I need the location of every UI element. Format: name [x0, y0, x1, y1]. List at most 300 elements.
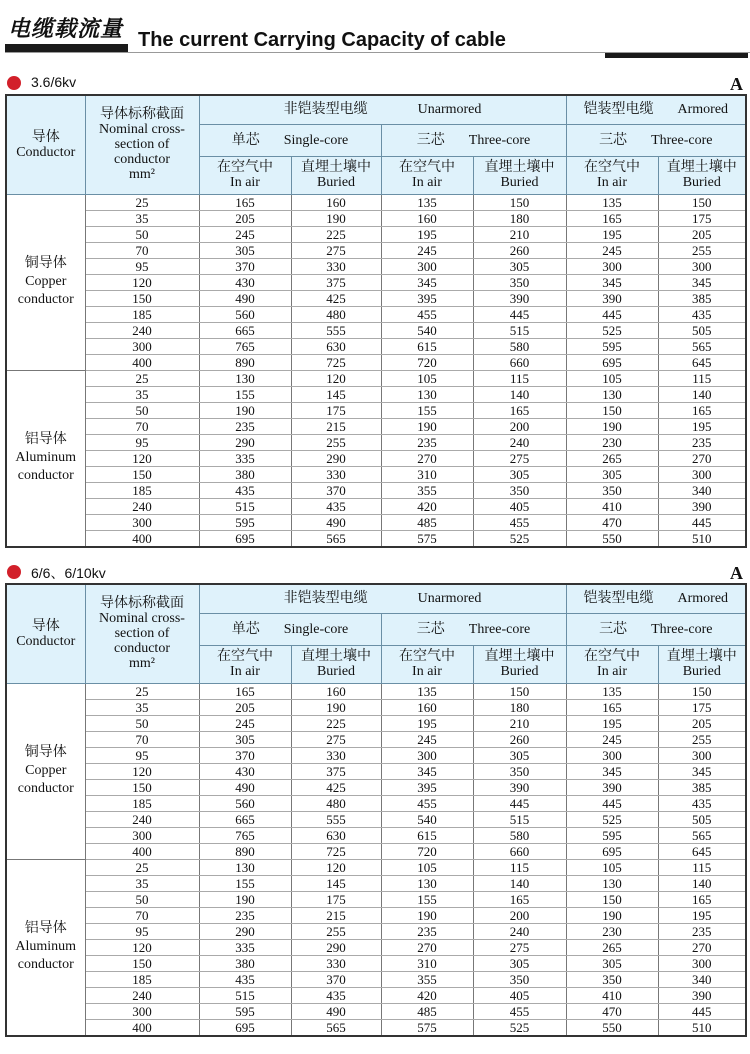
- value-cell: 195: [658, 418, 746, 434]
- cn: 非铠装型电缆: [283, 591, 368, 607]
- value-cell: 390: [658, 498, 746, 514]
- en: In air: [230, 664, 260, 679]
- value-cell: 490: [291, 1003, 381, 1019]
- value-cell: 140: [473, 875, 566, 891]
- size-cell: 25: [85, 859, 199, 875]
- value-cell: 390: [566, 290, 658, 306]
- buried-header: [658, 156, 746, 194]
- value-cell: 195: [566, 226, 658, 242]
- value-cell: 115: [658, 859, 746, 875]
- table-row: [6, 859, 746, 875]
- size-cell: 95: [85, 923, 199, 939]
- table-row: [6, 987, 746, 1003]
- value-cell: 350: [566, 971, 658, 987]
- value-cell: 300: [658, 955, 746, 971]
- cn: 铠装型电缆: [583, 102, 654, 118]
- value-cell: 190: [381, 418, 473, 434]
- en: In air: [597, 175, 627, 190]
- value-cell: 300: [566, 747, 658, 763]
- size-cell: 240: [85, 322, 199, 338]
- group-cn: 铝导体: [24, 432, 67, 447]
- value-cell: 290: [291, 450, 381, 466]
- value-cell: 200: [473, 418, 566, 434]
- table-row: [6, 779, 746, 795]
- table-row: [6, 843, 746, 859]
- value-cell: 575: [381, 530, 473, 547]
- value-cell: 340: [658, 482, 746, 498]
- size-cell: 300: [85, 827, 199, 843]
- value-cell: 115: [473, 859, 566, 875]
- table-row: [6, 939, 746, 955]
- value-cell: 510: [658, 1019, 746, 1036]
- buried-header: [291, 645, 381, 683]
- decorative-bar: [5, 44, 128, 52]
- table-row: [6, 1019, 746, 1036]
- in-air-header: [566, 645, 658, 683]
- value-cell: 525: [473, 1019, 566, 1036]
- table-row: [6, 763, 746, 779]
- value-cell: 390: [658, 987, 746, 1003]
- table-row: [6, 290, 746, 306]
- table-row: [6, 450, 746, 466]
- value-cell: 550: [566, 530, 658, 547]
- en: Single-core: [283, 132, 349, 148]
- value-cell: 245: [566, 731, 658, 747]
- value-cell: 540: [381, 322, 473, 338]
- size-cell: 120: [85, 450, 199, 466]
- value-cell: 245: [381, 242, 473, 258]
- value-cell: 305: [473, 258, 566, 274]
- table-row: [6, 971, 746, 987]
- value-cell: 765: [199, 338, 291, 354]
- size-cell: 35: [85, 386, 199, 402]
- group-cn: 铜导体: [24, 745, 67, 760]
- value-cell: 165: [566, 699, 658, 715]
- table-row: [6, 402, 746, 418]
- conductor-cn: 导体: [31, 129, 60, 145]
- value-cell: 580: [473, 827, 566, 843]
- value-cell: 390: [473, 779, 566, 795]
- value-cell: 470: [566, 1003, 658, 1019]
- value-cell: 560: [199, 306, 291, 322]
- value-cell: 395: [381, 779, 473, 795]
- value-cell: 470: [566, 514, 658, 530]
- value-cell: 575: [381, 1019, 473, 1036]
- in-air-header: [199, 645, 291, 683]
- value-cell: 305: [473, 747, 566, 763]
- value-cell: 435: [291, 498, 381, 514]
- value-cell: 445: [566, 306, 658, 322]
- en: Buried: [682, 175, 721, 190]
- value-cell: 190: [381, 907, 473, 923]
- value-cell: 430: [199, 763, 291, 779]
- value-cell: 490: [199, 779, 291, 795]
- size-header: [85, 95, 199, 194]
- conductor-en: Conductor: [16, 144, 76, 160]
- value-cell: 480: [291, 795, 381, 811]
- size-cell: 240: [85, 811, 199, 827]
- size-cell: 70: [85, 418, 199, 434]
- unit-label: A: [730, 74, 743, 94]
- size-unit: mm²: [129, 167, 155, 183]
- en: Armored: [677, 591, 729, 607]
- size-cell: 50: [85, 715, 199, 731]
- value-cell: 265: [566, 450, 658, 466]
- value-cell: 245: [199, 226, 291, 242]
- group-en: conductor: [17, 781, 74, 796]
- value-cell: 350: [473, 274, 566, 290]
- size-cell: 300: [85, 1003, 199, 1019]
- value-cell: 270: [658, 939, 746, 955]
- value-cell: 105: [566, 370, 658, 386]
- table-row: [6, 210, 746, 226]
- cn: 在空气中: [399, 160, 455, 175]
- value-cell: 190: [199, 402, 291, 418]
- value-cell: 150: [566, 891, 658, 907]
- value-cell: 150: [658, 194, 746, 210]
- three-core-header: [566, 124, 746, 156]
- table-row: [6, 338, 746, 354]
- table-row: [6, 434, 746, 450]
- value-cell: 345: [381, 763, 473, 779]
- value-cell: 615: [381, 827, 473, 843]
- group-aluminum: [6, 859, 85, 1036]
- value-cell: 175: [291, 402, 381, 418]
- value-cell: 240: [473, 434, 566, 450]
- value-cell: 485: [381, 1003, 473, 1019]
- table-row: [6, 306, 746, 322]
- value-cell: 235: [199, 907, 291, 923]
- value-cell: 720: [381, 354, 473, 370]
- value-cell: 515: [199, 498, 291, 514]
- cn: 直埋土壤中: [484, 160, 555, 175]
- size-cell: 25: [85, 370, 199, 386]
- value-cell: 410: [566, 498, 658, 514]
- value-cell: 130: [381, 875, 473, 891]
- table-row: [6, 226, 746, 242]
- buried-header: [658, 645, 746, 683]
- value-cell: 245: [566, 242, 658, 258]
- three-core-header: [381, 124, 566, 156]
- value-cell: 165: [199, 683, 291, 699]
- value-cell: 490: [199, 290, 291, 306]
- three-core-header: [381, 613, 566, 645]
- value-cell: 160: [381, 210, 473, 226]
- size-cell: 240: [85, 498, 199, 514]
- size-en: Nominal cross-: [99, 122, 185, 138]
- value-cell: 300: [658, 258, 746, 274]
- value-cell: 290: [199, 923, 291, 939]
- value-cell: 275: [291, 731, 381, 747]
- bullet-icon: [7, 565, 21, 579]
- value-cell: 265: [566, 939, 658, 955]
- size-cell: 185: [85, 795, 199, 811]
- conductor-en: Conductor: [16, 633, 76, 649]
- en: Buried: [500, 664, 539, 679]
- value-cell: 165: [473, 402, 566, 418]
- size-cell: 400: [85, 354, 199, 370]
- value-cell: 375: [291, 763, 381, 779]
- value-cell: 145: [291, 386, 381, 402]
- value-cell: 190: [566, 907, 658, 923]
- size-cell: 150: [85, 466, 199, 482]
- value-cell: 455: [473, 1003, 566, 1019]
- value-cell: 215: [291, 418, 381, 434]
- table-row: [6, 923, 746, 939]
- value-cell: 435: [291, 987, 381, 1003]
- value-cell: 390: [473, 290, 566, 306]
- value-cell: 275: [473, 450, 566, 466]
- value-cell: 130: [199, 370, 291, 386]
- value-cell: 225: [291, 226, 381, 242]
- cn: 单芯: [231, 621, 260, 637]
- value-cell: 720: [381, 843, 473, 859]
- value-cell: 405: [473, 498, 566, 514]
- size-cell: 50: [85, 402, 199, 418]
- size-en: conductor: [114, 152, 170, 168]
- in-air-header: [381, 645, 473, 683]
- value-cell: 525: [473, 530, 566, 547]
- value-cell: 190: [291, 699, 381, 715]
- value-cell: 195: [381, 715, 473, 731]
- value-cell: 405: [473, 987, 566, 1003]
- value-cell: 235: [658, 923, 746, 939]
- value-cell: 195: [381, 226, 473, 242]
- value-cell: 305: [473, 466, 566, 482]
- value-cell: 890: [199, 354, 291, 370]
- decorative-bar: [605, 53, 748, 58]
- unit-label: A: [730, 563, 743, 583]
- en: Armored: [677, 102, 729, 118]
- value-cell: 130: [566, 386, 658, 402]
- value-cell: 150: [473, 194, 566, 210]
- table-section: [5, 72, 745, 548]
- value-cell: 395: [381, 290, 473, 306]
- value-cell: 240: [473, 923, 566, 939]
- value-cell: 510: [658, 530, 746, 547]
- size-cn: 导体标称截面: [100, 596, 184, 612]
- value-cell: 375: [291, 274, 381, 290]
- value-cell: 290: [199, 434, 291, 450]
- value-cell: 115: [658, 370, 746, 386]
- value-cell: 255: [658, 242, 746, 258]
- value-cell: 380: [199, 955, 291, 971]
- size-en: Nominal cross-: [99, 611, 185, 627]
- buried-header: [473, 645, 566, 683]
- table-row: [6, 274, 746, 290]
- group-en: Aluminum: [15, 450, 77, 465]
- cn: 直埋土壤中: [301, 160, 371, 175]
- size-en: section of: [114, 137, 170, 153]
- value-cell: 165: [658, 402, 746, 418]
- cn: 直埋土壤中: [666, 649, 737, 664]
- table-row: [6, 194, 746, 210]
- group-cn: 铝导体: [24, 921, 67, 936]
- size-cell: 400: [85, 1019, 199, 1036]
- value-cell: 555: [291, 811, 381, 827]
- value-cell: 515: [199, 987, 291, 1003]
- value-cell: 425: [291, 290, 381, 306]
- value-cell: 330: [291, 258, 381, 274]
- size-cell: 300: [85, 514, 199, 530]
- value-cell: 135: [381, 194, 473, 210]
- value-cell: 420: [381, 498, 473, 514]
- value-cell: 385: [658, 779, 746, 795]
- value-cell: 445: [658, 514, 746, 530]
- group-en: conductor: [17, 468, 74, 483]
- group-aluminum: [6, 370, 85, 547]
- table-row: [6, 514, 746, 530]
- value-cell: 330: [291, 955, 381, 971]
- value-cell: 515: [473, 811, 566, 827]
- value-cell: 445: [473, 306, 566, 322]
- value-cell: 445: [658, 1003, 746, 1019]
- group-en: conductor: [17, 292, 74, 307]
- unarmored-header: [199, 95, 566, 124]
- cn: 非铠装型电缆: [283, 102, 368, 118]
- value-cell: 565: [291, 1019, 381, 1036]
- value-cell: 260: [473, 242, 566, 258]
- in-air-header: [381, 156, 473, 194]
- value-cell: 525: [566, 322, 658, 338]
- value-cell: 435: [658, 795, 746, 811]
- cn: 三芯: [416, 621, 445, 637]
- value-cell: 205: [658, 226, 746, 242]
- en: Three-core: [651, 132, 713, 148]
- value-cell: 300: [658, 466, 746, 482]
- value-cell: 105: [381, 859, 473, 875]
- table-row: [6, 370, 746, 386]
- value-cell: 370: [291, 971, 381, 987]
- size-cell: 185: [85, 482, 199, 498]
- en: Buried: [500, 175, 539, 190]
- value-cell: 695: [566, 354, 658, 370]
- table-row: [6, 530, 746, 547]
- value-cell: 165: [199, 194, 291, 210]
- value-cell: 155: [199, 386, 291, 402]
- value-cell: 695: [199, 530, 291, 547]
- en: Three-core: [651, 621, 713, 637]
- en: Three-core: [468, 621, 531, 637]
- value-cell: 140: [658, 386, 746, 402]
- table-row: [6, 498, 746, 514]
- en: Buried: [316, 664, 356, 679]
- value-cell: 305: [473, 955, 566, 971]
- value-cell: 175: [291, 891, 381, 907]
- cn: 直埋土壤中: [666, 160, 737, 175]
- value-cell: 430: [199, 274, 291, 290]
- value-cell: 305: [566, 955, 658, 971]
- conductor-header: [6, 584, 85, 683]
- value-cell: 165: [473, 891, 566, 907]
- table-row: [6, 466, 746, 482]
- value-cell: 235: [381, 923, 473, 939]
- table-row: [6, 811, 746, 827]
- value-cell: 105: [381, 370, 473, 386]
- size-cell: 120: [85, 939, 199, 955]
- value-cell: 180: [473, 210, 566, 226]
- armored-header: [566, 95, 746, 124]
- table-row: [6, 795, 746, 811]
- table-row: [6, 731, 746, 747]
- value-cell: 310: [381, 466, 473, 482]
- size-cell: 400: [85, 843, 199, 859]
- en: Three-core: [468, 132, 531, 148]
- three-core-header: [566, 613, 746, 645]
- value-cell: 695: [566, 843, 658, 859]
- size-cell: 95: [85, 258, 199, 274]
- en: Single-core: [283, 621, 349, 637]
- table-row: [6, 683, 746, 699]
- cn: 单芯: [231, 132, 260, 148]
- value-cell: 120: [291, 859, 381, 875]
- value-cell: 435: [199, 482, 291, 498]
- value-cell: 155: [381, 402, 473, 418]
- unarmored-header: [199, 584, 566, 613]
- buried-header: [473, 156, 566, 194]
- value-cell: 350: [473, 763, 566, 779]
- en: In air: [412, 175, 442, 190]
- value-cell: 150: [658, 683, 746, 699]
- size-unit: mm²: [129, 656, 155, 672]
- value-cell: 300: [566, 258, 658, 274]
- en: In air: [597, 664, 627, 679]
- value-cell: 245: [381, 731, 473, 747]
- table-row: [6, 354, 746, 370]
- size-cell: 25: [85, 194, 199, 210]
- value-cell: 255: [291, 923, 381, 939]
- size-cell: 25: [85, 683, 199, 699]
- value-cell: 565: [658, 827, 746, 843]
- value-cell: 580: [473, 338, 566, 354]
- value-cell: 160: [291, 194, 381, 210]
- table-row: [6, 875, 746, 891]
- value-cell: 225: [291, 715, 381, 731]
- value-cell: 210: [473, 226, 566, 242]
- value-cell: 350: [473, 482, 566, 498]
- table-row: [6, 258, 746, 274]
- value-cell: 190: [291, 210, 381, 226]
- value-cell: 370: [199, 747, 291, 763]
- value-cell: 560: [199, 795, 291, 811]
- cn: 在空气中: [217, 649, 273, 664]
- value-cell: 175: [658, 699, 746, 715]
- value-cell: 455: [381, 306, 473, 322]
- armored-header: [566, 584, 746, 613]
- size-cell: 70: [85, 731, 199, 747]
- value-cell: 235: [199, 418, 291, 434]
- buried-header: [291, 156, 381, 194]
- value-cell: 455: [473, 514, 566, 530]
- size-cell: 185: [85, 306, 199, 322]
- value-cell: 165: [566, 210, 658, 226]
- value-cell: 260: [473, 731, 566, 747]
- value-cell: 695: [199, 1019, 291, 1036]
- table-row: [6, 1003, 746, 1019]
- en: In air: [412, 664, 442, 679]
- value-cell: 630: [291, 827, 381, 843]
- value-cell: 255: [291, 434, 381, 450]
- value-cell: 330: [291, 747, 381, 763]
- value-cell: 190: [566, 418, 658, 434]
- value-cell: 595: [199, 514, 291, 530]
- table-row: [6, 907, 746, 923]
- table-row: [6, 715, 746, 731]
- cn: 三芯: [599, 132, 628, 148]
- value-cell: 345: [381, 274, 473, 290]
- value-cell: 130: [199, 859, 291, 875]
- value-cell: 335: [199, 939, 291, 955]
